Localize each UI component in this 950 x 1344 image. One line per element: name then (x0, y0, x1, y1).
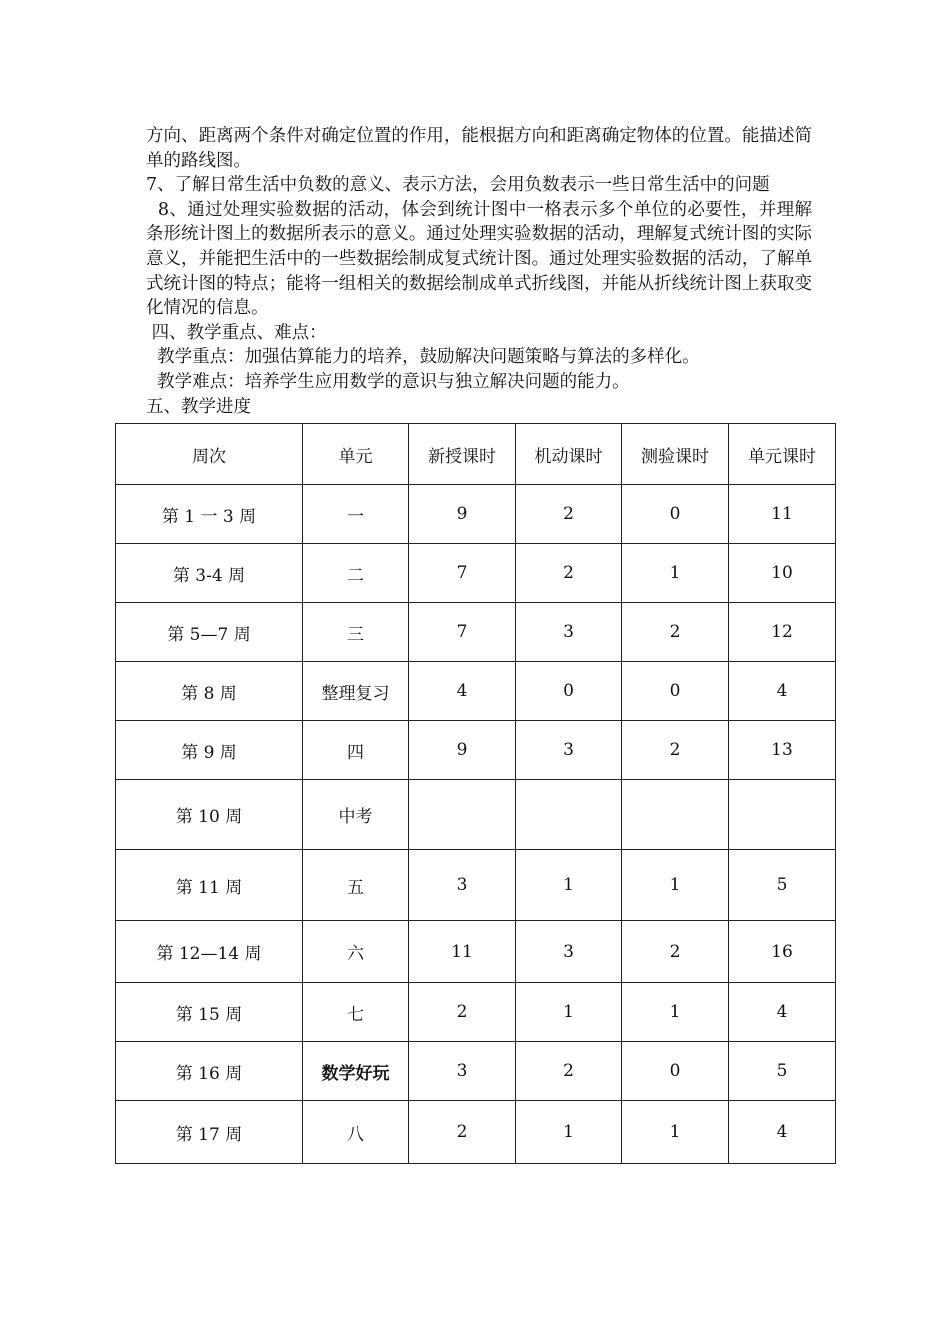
table-row (116, 603, 836, 662)
cell-new: 2 (409, 983, 516, 1042)
cell-week: 第 16 周 (116, 1042, 303, 1101)
header-unit-lessons: 单元课时 (729, 424, 836, 485)
cell-total: 4 (729, 662, 836, 721)
cell-flex: 1 (516, 850, 622, 921)
header-new-lessons: 新授课时 (409, 424, 516, 485)
cell-total: 12 (729, 603, 836, 662)
cell-test: 1 (622, 1101, 729, 1164)
heading-key-points: 四、教学重点、难点： (146, 322, 327, 343)
cell-unit: 八 (303, 1101, 409, 1164)
cell-new: 7 (409, 603, 516, 662)
schedule-table (115, 423, 836, 1164)
table-header-row (116, 424, 836, 485)
table-row (116, 1042, 836, 1101)
table-row (116, 1101, 836, 1164)
cell-total: 4 (729, 1101, 836, 1164)
header-unit: 单元 (303, 424, 409, 485)
cell-unit: 数学好玩 (303, 1042, 409, 1101)
cell-unit: 中考 (303, 780, 409, 850)
cell-test: 0 (622, 485, 729, 544)
cell-total: 16 (729, 921, 836, 983)
table-row (116, 780, 836, 850)
cell-flex: 3 (516, 603, 622, 662)
paragraph-key-point: 教学重点：加强估算能力的培养，鼓励解决问题策略与算法的多样化。 (146, 347, 700, 368)
cell-flex: 3 (516, 921, 622, 983)
cell-total (729, 780, 836, 850)
paragraph-item-8: 8、通过处理实验数据的活动，体会到统计图中一格表示多个单位的必要性，并理解条形统计图上的数据所表示的意义。通过处理实验数据的活动，理解复式统计图的实际意义，并能把生活中的一些数据绘制成复式统计图。通过处理实验数据的活动，了解单式统计图的特点；能将一组相关的数据绘制成单式折线图，并能从折线统计图上获取变化情况的信息。 (146, 199, 812, 319)
cell-total: 13 (729, 721, 836, 780)
table-row (116, 662, 836, 721)
cell-new: 2 (409, 1101, 516, 1164)
table-row (116, 850, 836, 921)
cell-total: 11 (729, 485, 836, 544)
cell-total: 10 (729, 544, 836, 603)
cell-unit: 五 (303, 850, 409, 921)
cell-flex: 2 (516, 544, 622, 603)
table-row (116, 721, 836, 780)
cell-unit: 二 (303, 544, 409, 603)
cell-week: 第 17 周 (116, 1101, 303, 1164)
header-week: 周次 (116, 424, 303, 485)
cell-test: 2 (622, 603, 729, 662)
table-row (116, 544, 836, 603)
cell-flex: 1 (516, 1101, 622, 1164)
cell-new: 9 (409, 721, 516, 780)
cell-flex: 3 (516, 721, 622, 780)
cell-week: 第 11 周 (116, 850, 303, 921)
cell-test: 2 (622, 721, 729, 780)
cell-flex (516, 780, 622, 850)
cell-test: 1 (622, 544, 729, 603)
header-flexible-lessons: 机动课时 (516, 424, 622, 485)
paragraph-item-7: 7、了解日常生活中负数的意义、表示方法，会用负数表示一些日常生活中的问题 (146, 175, 770, 196)
cell-test: 1 (622, 850, 729, 921)
cell-unit: 整理复习 (303, 662, 409, 721)
cell-flex: 2 (516, 1042, 622, 1101)
cell-week: 第 1 一 3 周 (116, 485, 303, 544)
cell-test: 0 (622, 1042, 729, 1101)
cell-new: 11 (409, 921, 516, 983)
cell-new: 9 (409, 485, 516, 544)
cell-test (622, 780, 729, 850)
cell-week: 第 15 周 (116, 983, 303, 1042)
body-text (146, 124, 812, 419)
cell-unit: 六 (303, 921, 409, 983)
cell-unit: 四 (303, 721, 409, 780)
paragraph-position: 方向、距离两个条件对确定位置的作用，能根据方向和距离确定物体的位置。能描述简单的路线图。 (146, 126, 812, 171)
heading-schedule: 五、教学进度 (146, 396, 251, 417)
cell-week: 第 10 周 (116, 780, 303, 850)
cell-week: 第 9 周 (116, 721, 303, 780)
cell-new: 3 (409, 850, 516, 921)
cell-week: 第 3-4 周 (116, 544, 303, 603)
cell-week: 第 12—14 周 (116, 921, 303, 983)
cell-flex: 2 (516, 485, 622, 544)
table-row (116, 921, 836, 983)
cell-week: 第 8 周 (116, 662, 303, 721)
cell-unit: 一 (303, 485, 409, 544)
table-row (116, 983, 836, 1042)
cell-total: 5 (729, 1042, 836, 1101)
cell-flex: 1 (516, 983, 622, 1042)
cell-test: 0 (622, 662, 729, 721)
cell-test: 1 (622, 983, 729, 1042)
cell-unit: 七 (303, 983, 409, 1042)
header-test-lessons: 测验课时 (622, 424, 729, 485)
table-row (116, 485, 836, 544)
cell-test: 2 (622, 921, 729, 983)
cell-new: 7 (409, 544, 516, 603)
cell-new: 3 (409, 1042, 516, 1101)
cell-new (409, 780, 516, 850)
paragraph-difficult-point: 教学难点：培养学生应用数学的意识与独立解决问题的能力。 (146, 371, 630, 392)
cell-total: 4 (729, 983, 836, 1042)
cell-total: 5 (729, 850, 836, 921)
cell-week: 第 5—7 周 (116, 603, 303, 662)
cell-new: 4 (409, 662, 516, 721)
cell-unit: 三 (303, 603, 409, 662)
cell-flex: 0 (516, 662, 622, 721)
